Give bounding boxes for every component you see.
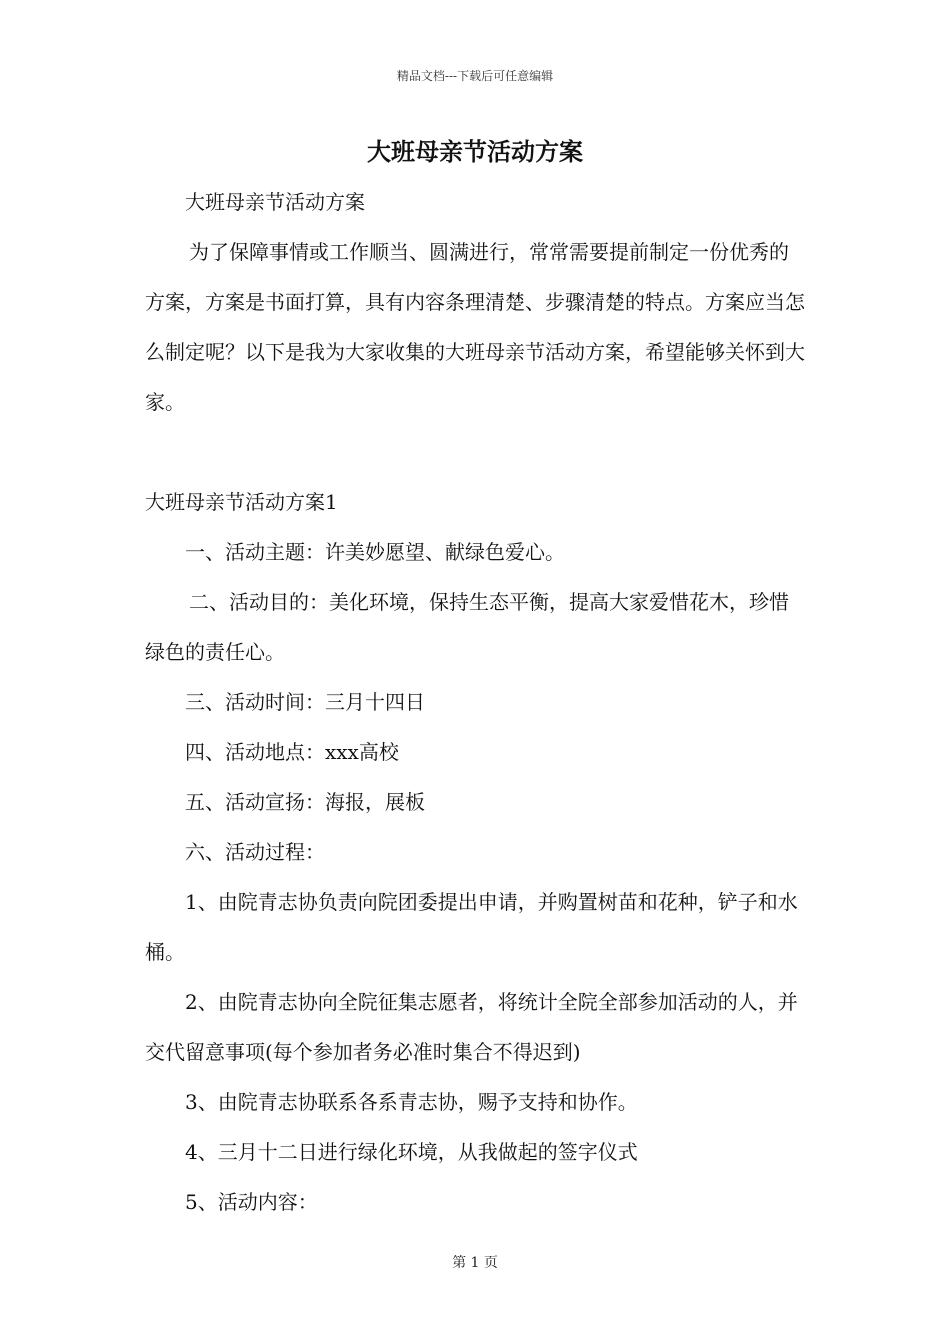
list-item: 3、由院青志协联系各系青志协，赐予支持和协作。 <box>185 1090 638 1114</box>
document-title: 大班母亲节活动方案 <box>367 137 583 166</box>
list-item: 六、活动过程： <box>185 840 325 864</box>
list-item: 三、活动时间：三月十四日 <box>185 690 425 714</box>
document-body <box>145 177 805 1227</box>
list-item: 5、活动内容： <box>185 1190 318 1214</box>
list-item: 四、活动地点：xxx高校 <box>185 740 399 764</box>
list-item: 4、三月十二日进行绿化环境，从我做起的签字仪式 <box>185 1140 638 1164</box>
header-note: 精品文档---下载后可任意编辑 <box>396 69 554 83</box>
subtitle-paragraph: 大班母亲节活动方案 <box>185 190 365 214</box>
page-number: 第 1 页 <box>452 1255 498 1271</box>
blank-line <box>145 427 805 477</box>
list-item: 一、活动主题：许美妙愿望、献绿色爱心。 <box>185 540 565 564</box>
list-item: 二、活动目的：美化环境，保持生态平衡，提高大家爱惜花木，珍惜绿色的责任心。 <box>145 590 789 664</box>
list-item: 2、由院青志协向全院征集志愿者，将统计全院全部参加活动的人，并交代留意事项(每个参加者务必准时集合不得迟到) <box>145 990 798 1064</box>
intro-paragraph: 为了保障事情或工作顺当、圆满进行，常常需要提前制定一份优秀的方案，方案是书面打算，具有内容条理清楚、步骤清楚的特点。方案应当怎么制定呢？以下是我为大家收集的大班母亲节活动方案，希望能够关怀到大家。 <box>145 240 805 414</box>
section-heading: 大班母亲节活动方案1 <box>145 490 338 514</box>
list-item: 五、活动宣扬：海报，展板 <box>185 790 425 814</box>
list-item: 1、由院青志协负责向院团委提出申请，并购置树苗和花种，铲子和水桶。 <box>145 890 798 964</box>
